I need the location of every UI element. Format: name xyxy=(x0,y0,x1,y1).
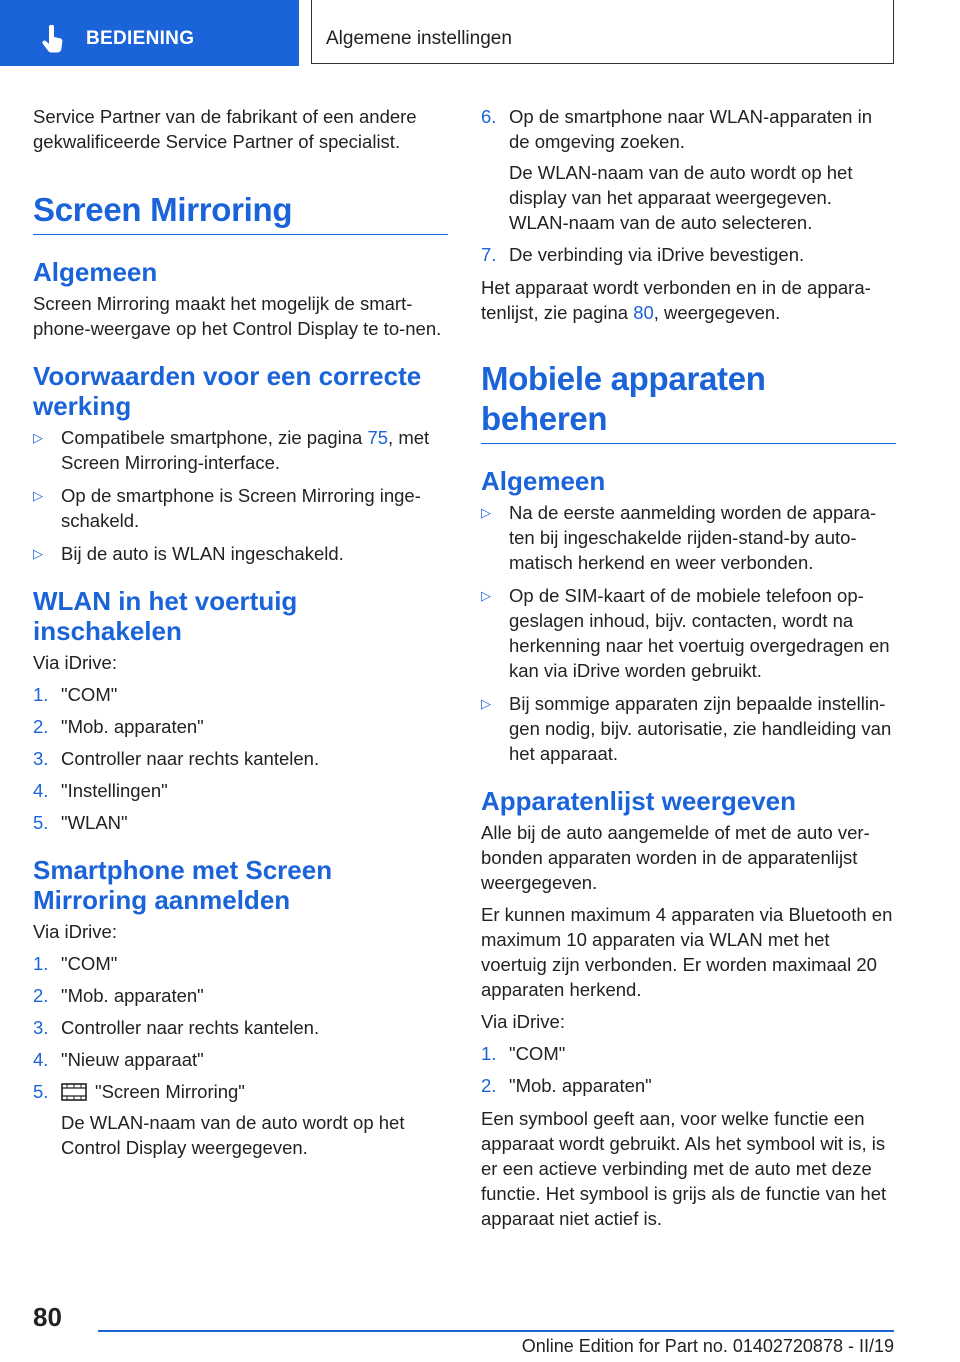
list-item: 1. "COM" xyxy=(33,684,118,705)
list-item: 2. "Mob. apparaten" xyxy=(33,716,204,737)
list-item: ▷ Na de eerste aanmelding worden de appara-ten bij ingeschakelde rijden-stand-by auto-matisch herkend en weer verbonden. xyxy=(481,502,877,573)
intro-paragraph: Service Partner van de fabrikant of een andere gekwalificeerde Service Partner of specialist. xyxy=(33,106,417,152)
header-section-title: BEDIENING xyxy=(86,28,195,49)
section-title-screen-mirroring: Screen Mirroring xyxy=(33,190,448,235)
list-item: 5. "WLAN" xyxy=(33,812,128,833)
list-item: ▷ Compatibele smartphone, zie pagina 75, met Screen Mirroring-interface. xyxy=(33,427,430,473)
heading-wlan: WLAN in het voertuig inschakelen xyxy=(33,586,298,646)
heading-general: Algemeen xyxy=(33,257,158,287)
connected-paragraph: Het apparaat wordt verbonden en in de appara-tenlijst, zie pagina 80, weergegeven. xyxy=(481,277,871,323)
device-list-paragraph: Alle bij de auto aangemelde of met de auto ver-bonden apparaten worden in de apparatenlijst weergegeven. xyxy=(481,822,870,893)
list-item: ▷ Op de SIM-kaart of de mobiele telefoon op-geslagen inhoud, bijv. contacten, wordt na herkenning naar het voertuig overgedragen en kan via iDrive worden gebruikt. xyxy=(481,585,890,681)
page-number: 80 xyxy=(33,1302,62,1332)
requirements-list xyxy=(33,425,448,566)
finger-touch-icon xyxy=(40,25,66,55)
right-column xyxy=(481,104,896,1238)
bullet-triangle-icon: ▷ xyxy=(481,696,491,711)
via-idrive-label: Via iDrive: xyxy=(33,921,117,942)
list-item: 7. De verbinding via iDrive bevestigen. xyxy=(481,244,805,265)
list-item: 2. "Mob. apparaten" xyxy=(481,1075,652,1096)
header-section-tab xyxy=(0,0,299,66)
left-column xyxy=(33,104,448,1168)
list-item: 1. "COM" xyxy=(481,1043,566,1064)
list-item: 4. "Instellingen" xyxy=(33,780,168,801)
heading-register: Smartphone met Screen Mirroring aanmelden xyxy=(33,855,333,915)
screen-mirroring-icon xyxy=(61,1083,87,1101)
list-item: 4. "Nieuw apparaat" xyxy=(33,1049,204,1070)
list-item: 1. "COM" xyxy=(33,953,118,974)
via-idrive-label: Via iDrive: xyxy=(481,1011,565,1032)
header-chapter-title: Algemene instellingen xyxy=(326,28,512,49)
general-paragraph: Screen Mirroring maakt het mogelijk de smart-phone-weergave op het Control Display te to-nen. xyxy=(33,293,442,339)
list-item: 3. Controller naar rechts kantelen. xyxy=(33,748,320,769)
list-item: 5. "Screen Mirroring" De WLAN-naam van de auto wordt op het Control Display weergegeven. xyxy=(33,1079,448,1160)
list-item: 6. Op de smartphone naar WLAN-apparaten in de omgeving zoeken. De WLAN-naam van de auto wordt op het display van het apparaat weergegeven. WLAN-naam van de auto selecteren. xyxy=(481,104,896,235)
page-link[interactable]: 75 xyxy=(367,427,389,448)
heading-requirements: Voorwaarden voor een correcte werking xyxy=(33,361,422,421)
register-steps xyxy=(33,951,448,1160)
list-item: 3. Controller naar rechts kantelen. xyxy=(33,1017,320,1038)
header-chapter-box xyxy=(311,0,894,64)
device-count-paragraph: Er kunnen maximum 4 apparaten via Bluetooth en maximum 10 apparaten via WLAN met het voertuig zijn verbonden. Er worden maximaal 20 apparaten herkend. xyxy=(481,904,893,1000)
heading-device-list: Apparatenlijst weergeven xyxy=(481,786,796,816)
bullet-triangle-icon: ▷ xyxy=(481,505,491,520)
footer-edition: Online Edition for Part no. 01402720878 - II/19 xyxy=(521,1336,894,1356)
symbol-paragraph: Een symbool geeft aan, voor welke functie een apparaat wordt gebruikt. Als het symbool wit is, is er een actieve verbinding met de auto met deze functie. Het symbool is grijs als de functie van het apparaat niet actief is. xyxy=(481,1108,887,1229)
general-list xyxy=(481,500,896,766)
footer-divider xyxy=(98,1330,894,1332)
list-item: ▷ Bij de auto is WLAN ingeschakeld. xyxy=(33,543,344,564)
heading-general: Algemeen xyxy=(481,466,606,496)
device-list-steps xyxy=(481,1041,896,1098)
list-item: 2. "Mob. apparaten" xyxy=(33,985,204,1006)
pairing-steps xyxy=(481,104,896,267)
wlan-steps xyxy=(33,682,448,835)
bullet-triangle-icon: ▷ xyxy=(33,430,43,445)
bullet-triangle-icon: ▷ xyxy=(481,588,491,603)
step-note: De WLAN-naam van de auto wordt op het Control Display weergegeven. xyxy=(61,1112,405,1158)
bullet-triangle-icon: ▷ xyxy=(33,546,43,561)
page-link[interactable]: 80 xyxy=(633,302,654,323)
step-note: De WLAN-naam van de auto wordt op het display van het apparaat weergegeven. WLAN-naam van de auto selecteren. xyxy=(509,162,853,233)
list-item: ▷ Op de smartphone is Screen Mirroring inge-schakeld. xyxy=(33,485,421,531)
section-title-manage-devices: Mobiele apparaten beheren xyxy=(481,359,896,444)
bullet-triangle-icon: ▷ xyxy=(33,488,43,503)
via-idrive-label: Via iDrive: xyxy=(33,652,117,673)
list-item: ▷ Bij sommige apparaten zijn bepaalde instellin-gen nodig, bijv. autorisatie, zie handleiding van het apparaat. xyxy=(481,693,892,764)
